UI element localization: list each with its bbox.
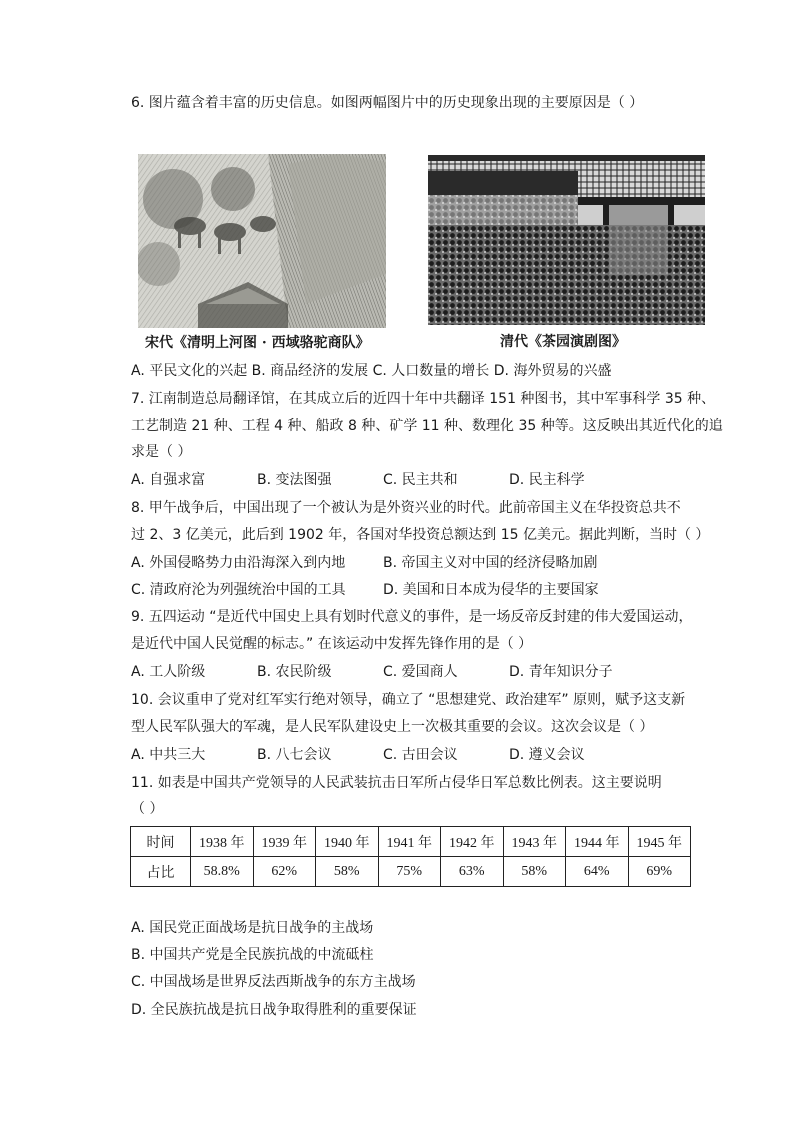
table-ratio-cell: 58.8% [191,857,254,887]
q8-option-d: D. 美国和日本成为侵华的主要国家 [383,582,599,598]
q10-option-b: B. 八七会议 [257,747,332,763]
q11-stem-line1: 11. 如表是中国共产党领导的人民武装抗击日军所占侵华日军总数比例表。这主要说明 [131,775,662,791]
table-year-cell: 1940 年 [316,827,379,857]
q10-option-c: C. 古田会议 [383,747,458,763]
table-ratio-cell: 58% [503,857,566,887]
q8-stem-line1: 8. 甲午战争后，中国出现了一个被认为是外资兴业的时代。此前帝国主义在华投资总共不 [131,500,681,516]
q7-option-b: B. 变法图强 [257,472,332,488]
qingming-caravan-picture [138,154,386,328]
q7-stem-line3: 求是（ ） [131,444,192,460]
q7-option-a: A. 自强求富 [131,472,206,488]
table-ratio-cell: 69% [628,857,691,887]
table-row-ratios [131,857,691,887]
q8-stem-line2: 过 2、3 亿美元，此后到 1902 年，各国对华投资总额达到 15 亿美元。据此判断，当时（ ） [131,527,710,543]
q10-stem-line2: 型人民军队强大的军魂，是人民军队建设史上一次极其重要的会议。这次会议是（ ） [131,719,654,735]
q9-stem-line1: 9. 五四运动 “是近代中国史上具有划时代意义的事件，是一场反帝反封建的伟大爱国运动， [131,609,693,625]
q9-option-c: C. 爱国商人 [383,664,458,680]
q7-stem-line1: 7. 江南制造总局翻译馆，在其成立后的近四十年中共翻译 151 种图书，其中军事科学 35 种、 [131,391,716,407]
table-year-cell: 1943 年 [503,827,566,857]
q9-option-b: B. 农民阶级 [257,664,332,680]
q8-option-c: C. 清政府沦为列强统治中国的工具 [131,582,346,598]
q6-stem: 6. 图片蕴含着丰富的历史信息。如图两幅图片中的历史现象出现的主要原因是（ ） [131,95,644,111]
q10-option-a: A. 中共三大 [131,747,206,763]
table-year-cell: 1944 年 [566,827,629,857]
q11-option-c: C. 中国战场是世界反法西斯战争的东方主战场 [131,974,416,990]
teahouse-theatre-picture [428,155,705,325]
table-ratio-cell: 62% [253,857,316,887]
q7-option-c: C. 民主共和 [383,472,458,488]
table-row-label: 占比 [131,857,191,887]
table-year-cell: 1942 年 [441,827,504,857]
ratio-table [130,826,691,887]
caption-teahouse: 清代《茶园演剧图》 [500,334,626,350]
table-ratio-cell: 58% [316,857,379,887]
q6-options: A. 平民文化的兴起 B. 商品经济的发展 C. 人口数量的增长 D. 海外贸易的兴盛 [131,363,612,379]
q10-stem-line1: 10. 会议重申了党对红军实行绝对领导，确立了 “思想建党、政治建军” 原则，赋予这支新 [131,692,686,708]
table-ratio-cell: 64% [566,857,629,887]
table-ratio-cell: 63% [441,857,504,887]
q9-option-a: A. 工人阶级 [131,664,206,680]
table-header-label: 时间 [131,827,191,857]
q8-option-b: B. 帝国主义对中国的经济侵略加剧 [383,555,598,571]
q8-option-a: A. 外国侵略势力由沿海深入到内地 [131,555,346,571]
table-year-cell: 1938 年 [191,827,254,857]
table-year-cell: 1941 年 [378,827,441,857]
table-year-cell: 1945 年 [628,827,691,857]
q9-stem-line2: 是近代中国人民觉醒的标志。” 在该运动中发挥先锋作用的是（ ） [131,636,533,652]
caption-qingming: 宋代《清明上河图 · 西域骆驼商队》 [145,335,370,351]
q7-stem-line2: 工艺制造 21 种、工程 4 种、船政 8 种、矿学 11 种、数理化 35 种等。这反映出其近代化的追 [131,418,723,434]
table-row-years [131,827,691,857]
q11-option-a: A. 国民党正面战场是抗日战争的主战场 [131,920,374,936]
q7-option-d: D. 民主科学 [509,472,585,488]
table-year-cell: 1939 年 [253,827,316,857]
q10-option-d: D. 遵义会议 [509,747,585,763]
q11-stem-line2: （ ） [131,801,164,817]
q11-option-d: D. 全民族抗战是抗日战争取得胜利的重要保证 [131,1002,417,1018]
q9-option-d: D. 青年知识分子 [509,664,613,680]
table-ratio-cell: 75% [378,857,441,887]
q11-option-b: B. 中国共产党是全民族抗战的中流砥柱 [131,947,374,963]
